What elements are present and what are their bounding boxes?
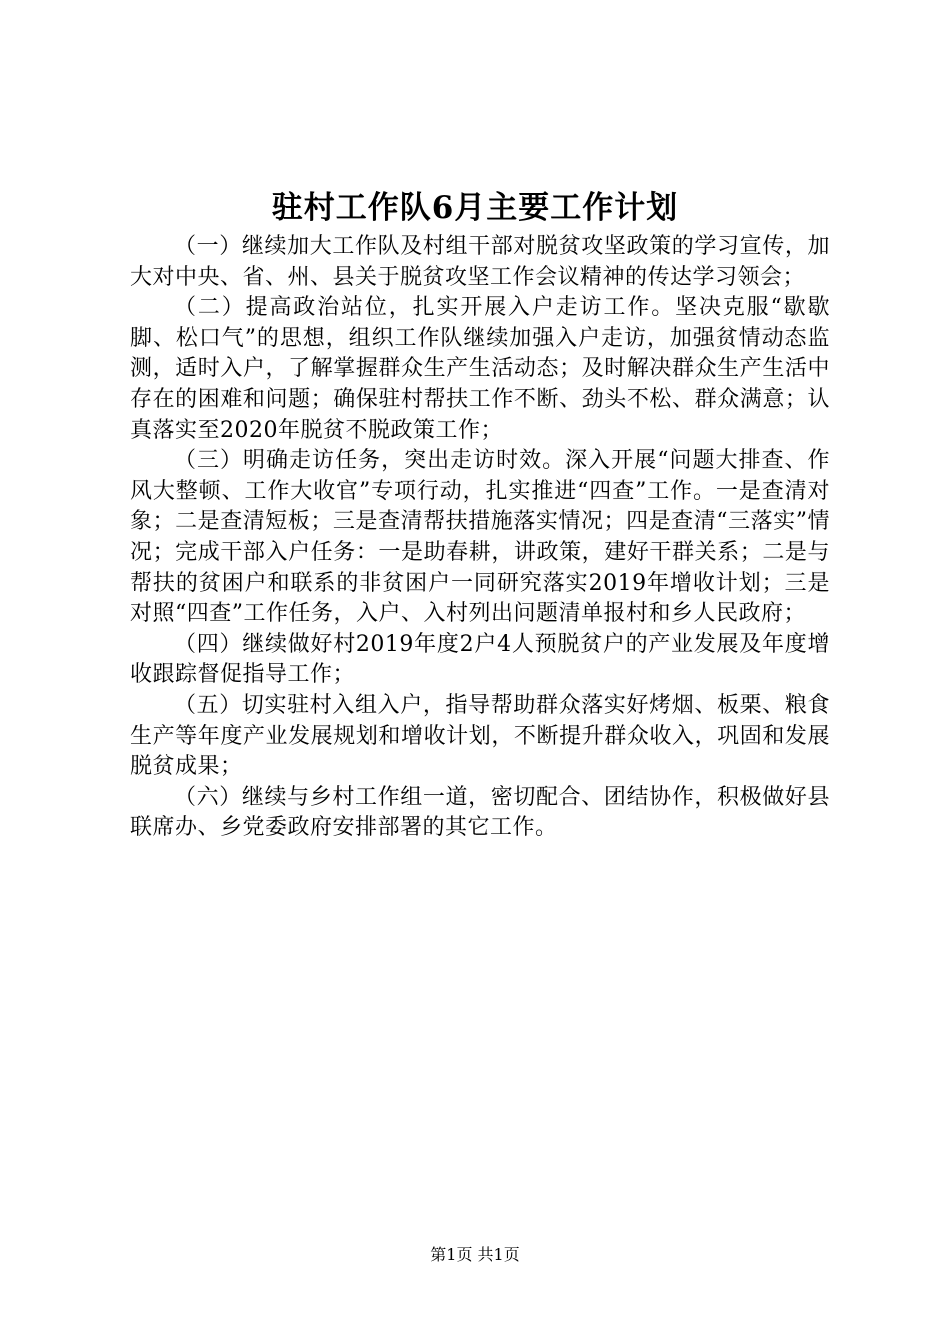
paragraph-4: （四）继续做好村2019年度2户4人预脱贫户的产业发展及年度增收跟踪督促指导工作； xyxy=(130,631,830,688)
page-footer: 第1页 共1页 xyxy=(430,1245,520,1264)
paragraph-6: （六）继续与乡村工作组一道，密切配合、团结协作，积极做好县联席办、乡党委政府安排部署的其它工作。 xyxy=(130,784,830,841)
document-title: 驻村工作队6月主要工作计划 xyxy=(271,190,679,226)
paragraph-3: （三）明确走访任务，突出走访时效。深入开展“问题大排查、作风大整顿、工作大收官”专项行动，扎实推进“四查”工作。一是查清对象；二是查清短板；三是查清帮扶措施落实情况；四是查清“三落实”情况；完成干部入户任务：一是助春耕，讲政策，建好干群关系；二是与帮扶的贫困户和联系的非贫困户一同研究落实2019年增收计划；三是对照“四查”工作任务，入户、入村列出问题清单报村和乡人民政府； xyxy=(130,448,830,627)
paragraph-2: （二）提高政治站位，扎实开展入户走访工作。坚决克服“歇歇脚、松口气”的思想，组织工作队继续加强入户走访，加强贫情动态监测，适时入户，了解掌握群众生产生活动态；及时解决群众生产生活中存在的困难和问题；确保驻村帮扶工作不断、劲头不松、群众满意；认真落实至2020年脱贫不脱政策工作； xyxy=(130,295,830,443)
document-body xyxy=(130,232,830,844)
paragraph-1: （一）继续加大工作队及村组干部对脱贫攻坚政策的学习宣传，加大对中央、省、州、县关于脱贫攻坚工作会议精神的传达学习领会； xyxy=(130,234,830,290)
paragraph-5: （五）切实驻村入组入户，指导帮助群众落实好烤烟、板栗、粮食生产等年度产业发展规划和增收计划，不断提升群众收入，巩固和发展脱贫成果； xyxy=(130,692,830,780)
